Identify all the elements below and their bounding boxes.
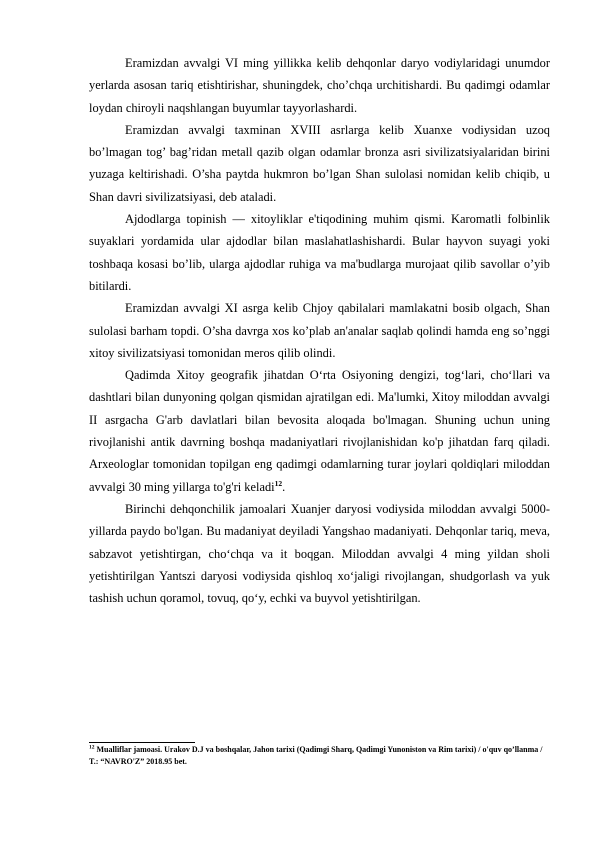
- document-body: [89, 52, 550, 609]
- footnote-reference[interactable]: 12: [274, 478, 283, 488]
- paragraph-5-text: Qadimda Xitoy geografik jihatdan Oʻrta Osiyoning dengizi, togʻlari, choʻllari va dashtlari bilan dunyoning qolgan qismidan ajratilgan edi. Ma'lumki, Xitoy miloddan avvalgi II asrgacha G'arb davlatlari bilan bevosita aloqada bo'lmagan. Shuning uchun uning rivojlanishi antik davrning boshqa madaniyatlari rivojlanishidan ko'p jihatdan farq qiladi. Arxeologlar tomonidan topilgan eng qadimgi odamlarning turar joylari qoldiqlari miloddan avvalgi 30 ming yillarga to'g'ri keladi: [89, 368, 550, 494]
- footnote-separator: [89, 742, 195, 743]
- paragraph-1: Eramizdan avvalgi VI ming yillikka kelib dehqonlar daryo vodiylaridagi unumdor yerlarda asosan tariq etishtirishar, shuningdek, cho’chqa urchitishardi. Bu qadimgi odamlar loydan chiroyli naqshlangan buyumlar tayyorlashardi.: [89, 56, 550, 115]
- paragraph-3: Ajdodlarga topinish — xitoyliklar e'tiqodining muhim qismi. Karomatli folbinlik suyaklari yordamida ular ajdodlar bilan maslahatlashishardi. Bular hayvon suyagi yoki toshbaqa kosasi bo’lib, ularga ajdodlar ruhiga va ma'budlarga murojaat qilib savollar o’yib bitilardi.: [89, 212, 550, 293]
- footnote-number: 12: [89, 744, 95, 751]
- paragraph-4: Eramizdan avvalgi XI asrga kelib Chjoy qabilalari mamlakatni bosib olgach, Shan sulolasi barham topdi. O’sha davrga xos ko’plab an'analar saqlab qolindi hamda eng so’nggi xitoy sivilizatsiyasi tomonidan meros qilib olindi.: [89, 301, 550, 360]
- footnote-text: Mualliflar jamoasi. Urakov D.J va boshqalar, Jahon tarixi (Qadimgi Sharq, Qadimgi Yunoniston va Rim tarixi) / o'quv qo’llanma / T.: “NAVRO'Z” 2018.95 bet.: [89, 745, 543, 766]
- paragraph-5: [89, 364, 550, 498]
- paragraph-5-end: .: [282, 479, 286, 494]
- footnote: [89, 744, 550, 767]
- paragraph-2: Eramizdan avvalgi taxminan XVIII asrlarga kelib Xuanxe vodiysidan uzoq bo’lmagan tog’ bag’ridan metall qazib olgan odamlar bronza asri sivilizatsiyalaridan birini yuzaga keltirishadi. O’sha paytda hukmron bo’lgan Shan sulolasi nomidan kelib chiqib, u Shan davri sivilizatsiyasi, deb ataladi.: [89, 122, 550, 204]
- paragraph-6: Birinchi dehqonchilik jamoalari Xuanjer daryosi vodiysida miloddan avvalgi 5000-yillarda paydo bo'lgan. Bu madaniyat deyiladi Yangshao madaniyati. Dehqonlar tariq, meva, sabzavot yetishtirgan, choʻchqa va it boqgan. Miloddan avvalgi 4 ming yildan sholi yetishtirilgan Yantszi daryosi vodiysida qishloq xoʻjaligi rivojlangan, shudgorlash va yuk tashish uchun qoramol, tovuq, qoʻy, echki va buyvol yetishtirilgan.: [89, 501, 550, 606]
